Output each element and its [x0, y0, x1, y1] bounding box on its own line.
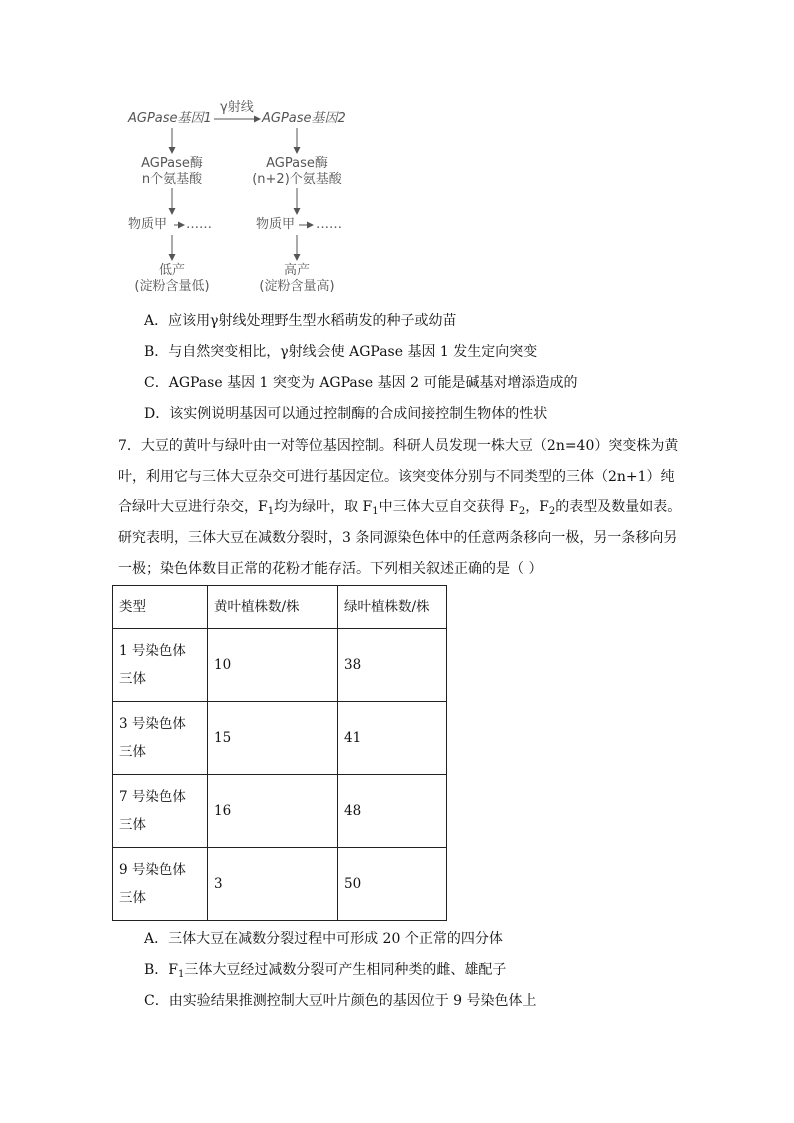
- q7-stem-line2: 叶，利用它与三体大豆杂交可进行基因定位。该突变体分别与不同类型的三体（2n+1）纯: [118, 469, 675, 485]
- q7-stem-line3: [118, 497, 681, 522]
- table-header-row: [113, 586, 447, 629]
- q7-stem-line5: 一极；染色体数目正常的花粉才能存活。下列相关叙述正确的是（ ）: [118, 561, 543, 577]
- table-cell-type: [113, 848, 208, 921]
- q7-line3-part-c: 中三体大豆自交获得 F: [378, 499, 519, 515]
- table-cell-yellow: 3: [208, 848, 338, 921]
- gamma-ray-label: γ射线: [220, 100, 254, 115]
- q6-option-a: A．应该用γ射线处理野生型水稻萌发的种子或幼苗: [144, 313, 457, 329]
- table-row: [113, 629, 447, 702]
- type-line1: 9 号染色体: [119, 862, 186, 878]
- q7-line3-sub2: 1: [372, 506, 379, 517]
- type-line2: 三体: [119, 744, 146, 760]
- result2-line2: (淀粉含量高): [259, 279, 335, 294]
- q7-stem-line4: 研究表明，三体大豆在减数分裂时，3 条同源染色体中的任意两条移向一极，另一条移向另: [118, 530, 678, 546]
- table-row: [113, 848, 447, 921]
- q7-option-b: [144, 960, 506, 985]
- table-header-yellow: 黄叶植株数/株: [208, 586, 338, 629]
- results-table: [112, 585, 447, 921]
- table-cell-yellow: 10: [208, 629, 338, 702]
- table-cell-green: 50: [338, 848, 447, 921]
- q7-option-c: C．由实验结果推测控制大豆叶片颜色的基因位于 9 号染色体上: [144, 993, 537, 1009]
- q7-line3-sub4: 2: [548, 506, 556, 517]
- enzyme2-line2: (n+2)个氨基酸: [252, 172, 342, 187]
- result1-line1: 低产: [158, 263, 186, 278]
- table-row: [113, 775, 447, 848]
- table-header-type: 类型: [113, 586, 208, 629]
- table-cell-type: [113, 775, 208, 848]
- table-cell-green: 41: [338, 702, 447, 775]
- type-line1: 3 号染色体: [119, 716, 186, 732]
- q7-line3-part-a: 合绿叶大豆进行杂交，F: [118, 499, 268, 515]
- q7-option-b-prefix: B．F: [144, 962, 179, 978]
- table-header-green: 绿叶植株数/株: [338, 586, 447, 629]
- q7-option-b-sub: 1: [178, 969, 185, 980]
- q6-option-c: C．AGPase 基因 1 突变为 AGPase 基因 2 可能是碱基对增添造成的: [144, 375, 578, 391]
- gene1-label: AGPase基因1: [128, 111, 212, 126]
- dots1-label: ……: [186, 217, 212, 232]
- q7-line3-part-d: ，F: [525, 499, 549, 515]
- table-row: [113, 702, 447, 775]
- q7-stem-line1: 7．大豆的黄叶与绿叶由一对等位基因控制。科研人员发现一株大豆（2n=40）突变株为黄: [118, 438, 679, 454]
- table-cell-green: 38: [338, 629, 447, 702]
- q6-option-d: D．该实例说明基因可以通过控制酶的合成间接控制生物体的性状: [144, 406, 548, 422]
- type-line2: 三体: [119, 890, 146, 906]
- q6-option-b: B．与自然突变相比，γ射线会使 AGPase 基因 1 发生定向突变: [144, 344, 538, 360]
- type-line1: 7 号染色体: [119, 789, 186, 805]
- enzyme1-line1: AGPase酶: [141, 156, 203, 171]
- q7-option-a: A．三体大豆在减数分裂过程中可形成 20 个正常的四分体: [144, 931, 503, 947]
- enzyme2-line1: AGPase酶: [266, 156, 328, 171]
- substance1-label: 物质甲: [128, 217, 168, 232]
- dots2-label: ……: [316, 217, 342, 232]
- q7-option-b-text: 三体大豆经过减数分裂可产生相同种类的雌、雄配子: [184, 962, 507, 978]
- enzyme1-line2: n个氨基酸: [141, 172, 203, 187]
- gene2-label: AGPase基因2: [262, 111, 346, 126]
- type-line2: 三体: [119, 817, 146, 833]
- result1-line2: (淀粉含量低): [134, 279, 210, 294]
- result2-line1: 高产: [283, 263, 311, 278]
- q7-line3-sub3: 2: [518, 506, 526, 517]
- q7-line3-part-b: 均为绿叶，取 F: [274, 499, 373, 515]
- table-cell-type: [113, 702, 208, 775]
- table-cell-yellow: 16: [208, 775, 338, 848]
- table-cell-yellow: 15: [208, 702, 338, 775]
- q7-line3-sub1: 1: [267, 506, 275, 517]
- flow-diagram: [120, 95, 370, 305]
- type-line2: 三体: [119, 671, 146, 687]
- q7-line3-part-e: 的表型及数量如表。: [555, 499, 682, 515]
- substance2-label: 物质甲: [256, 217, 296, 232]
- table-cell-green: 48: [338, 775, 447, 848]
- type-line1: 1 号染色体: [119, 643, 186, 659]
- table-cell-type: [113, 629, 208, 702]
